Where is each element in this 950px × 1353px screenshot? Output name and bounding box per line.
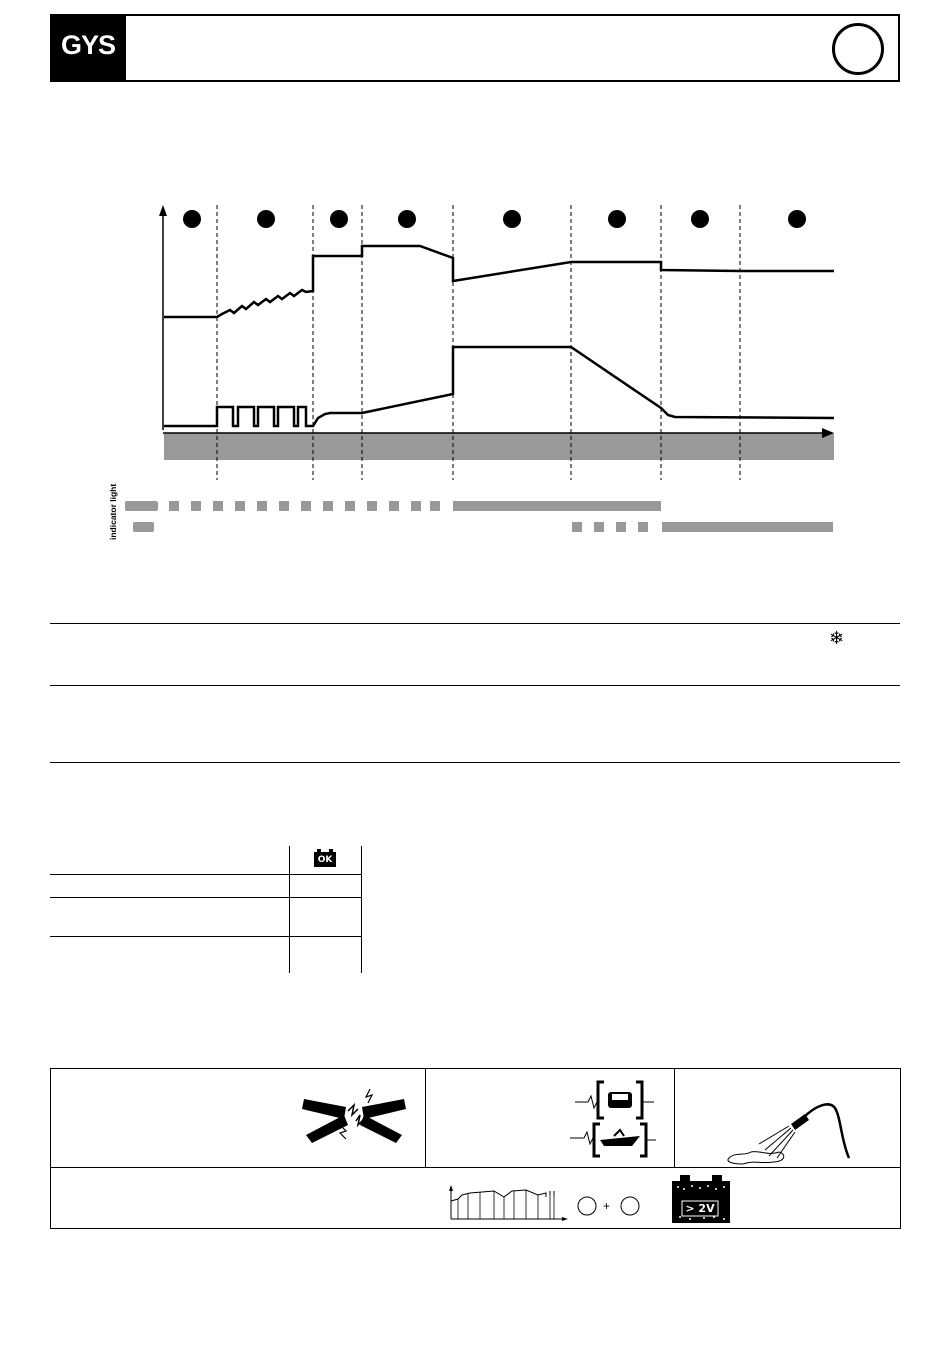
time-band: [164, 433, 834, 460]
header-divider: [124, 16, 126, 80]
voltage-curve: [164, 246, 834, 317]
table-row-line-1: [50, 874, 361, 875]
phase-marker-5: [503, 210, 521, 228]
water-spray-icon: [725, 1100, 855, 1170]
phase-markers: [183, 210, 806, 228]
phase-marker-7: [691, 210, 709, 228]
features-col-divider-1: [425, 1068, 426, 1167]
phase-marker-4: [398, 210, 416, 228]
y-axis-arrow: [159, 205, 167, 216]
phase-marker-3: [330, 210, 348, 228]
indicator-row-2: [133, 522, 833, 532]
plus-sign: +: [603, 1199, 611, 1213]
phase-marker-8: [788, 210, 806, 228]
section-divider-2: [50, 685, 900, 686]
table-row-line-3: [50, 936, 361, 937]
gys-logo: [52, 16, 124, 80]
page-header: [50, 14, 900, 82]
battery-2v-icon: [670, 1175, 732, 1223]
snowflake-icon: ❄: [829, 628, 845, 649]
mini-curve-icon: [446, 1185, 571, 1225]
current-curve: [164, 347, 834, 426]
table-col-divider-1: [289, 846, 290, 973]
indicator-light-label: indicator light: [108, 483, 118, 540]
circles-plus-icon: [576, 1195, 646, 1219]
section-divider-3: [50, 762, 900, 763]
battery-ok-icon: OK: [314, 852, 336, 867]
phase-marker-2: [257, 210, 275, 228]
battery-2v-label: > 2V: [685, 1202, 715, 1215]
indicator-row-1: [125, 501, 661, 511]
section-divider-1: [50, 623, 900, 624]
language-circle: [832, 23, 884, 75]
table-col-divider-2: [361, 846, 362, 973]
indicator-light-chart: [120, 496, 840, 538]
features-col-divider-2: [674, 1068, 675, 1167]
table-row-line-2: [50, 897, 361, 898]
phase-marker-1: [183, 210, 201, 228]
car-boat-icon: [570, 1078, 660, 1158]
clamps-spark-icon: [300, 1085, 410, 1145]
phase-marker-6: [608, 210, 626, 228]
logo-text: GYS: [60, 30, 116, 60]
